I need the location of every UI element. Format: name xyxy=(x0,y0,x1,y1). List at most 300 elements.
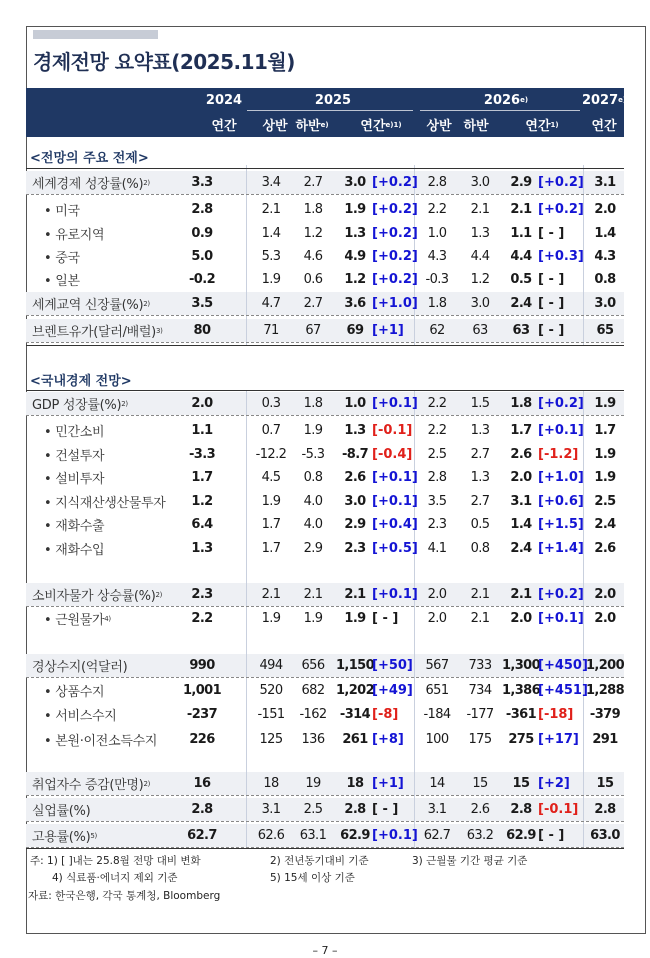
table-row xyxy=(26,798,624,822)
table-cell: 2.5 xyxy=(303,802,323,817)
table-cell: 19 xyxy=(305,776,321,791)
table-cell: -0.3 xyxy=(425,272,449,287)
table-cell: 520 xyxy=(259,683,283,698)
table-cell: 3.0 xyxy=(470,175,490,190)
table-cell: 1.3 xyxy=(470,423,490,438)
revision-2025: [+0.1] xyxy=(372,587,418,602)
row-label: • 상품수지 xyxy=(44,685,105,700)
table-row xyxy=(26,490,624,513)
table-cell: 990 xyxy=(189,658,215,673)
revision-2026: [ - ] xyxy=(538,272,565,287)
revision-2025: [+0.1] xyxy=(372,828,418,843)
revision-2026: [ - ] xyxy=(538,828,565,843)
table-cell: 3.0 xyxy=(594,296,616,311)
header-h2-2025: 하반 e) xyxy=(295,119,329,134)
table-cell: 62.7 xyxy=(187,828,217,843)
table-row xyxy=(26,607,624,630)
revision-2025: [+1.0] xyxy=(372,296,418,311)
table-row xyxy=(26,419,624,442)
table-cell: 2.6 xyxy=(510,447,532,462)
table-cell: 1.3 xyxy=(344,423,366,438)
row-label: GDP 성장률(%) 2) xyxy=(32,398,128,413)
table-cell: 1,200 xyxy=(585,658,625,673)
table-cell: -177 xyxy=(466,707,494,722)
table-cell: 65 xyxy=(596,323,614,338)
row-label: • 중국 xyxy=(44,251,80,266)
section-rule xyxy=(26,848,624,849)
table-cell: 1.4 xyxy=(510,517,532,532)
table-cell: 2.8 xyxy=(191,802,213,817)
table-cell: 0.9 xyxy=(191,226,213,241)
table-cell: 1.3 xyxy=(470,470,490,485)
table-cell: 67 xyxy=(305,323,321,338)
table-cell: 3.3 xyxy=(191,175,213,190)
table-row xyxy=(26,392,624,416)
table-cell: 1.7 xyxy=(594,423,616,438)
table-cell: 4.3 xyxy=(427,249,447,264)
table-cell: 2.1 xyxy=(344,587,366,602)
table-row xyxy=(26,319,624,343)
table-cell: 1.3 xyxy=(191,541,213,556)
table-cell: 1.9 xyxy=(344,611,366,626)
header-annual-2024: 연간 xyxy=(211,119,237,134)
row-label: • 설비투자 xyxy=(44,472,105,487)
table-cell: 62.6 xyxy=(257,828,285,843)
revision-2025: [-0.4] xyxy=(372,447,413,462)
table-cell: 2.3 xyxy=(427,517,447,532)
table-cell: 2.9 xyxy=(344,517,366,532)
note-5: 5) 15세 이상 기준 xyxy=(270,872,355,884)
table-cell: 0.3 xyxy=(261,396,281,411)
table-cell: 1.7 xyxy=(191,470,213,485)
table-cell: 15 xyxy=(512,776,530,791)
note-3: 3) 근월물 기간 평균 기준 xyxy=(412,855,528,867)
notes-line-2 xyxy=(52,870,355,885)
table-cell: 291 xyxy=(592,732,618,747)
table-row xyxy=(26,679,624,702)
table-cell: 3.0 xyxy=(344,494,366,509)
table-cell: 4.0 xyxy=(303,494,323,509)
table-cell: 4.7 xyxy=(261,296,281,311)
table-cell: 2.1 xyxy=(510,587,532,602)
table-cell: 1.8 xyxy=(427,296,447,311)
revision-2026: [+1.0] xyxy=(538,470,584,485)
row-label: • 일본 xyxy=(44,274,80,289)
table-row xyxy=(26,772,624,796)
table-cell: 2.1 xyxy=(261,587,281,602)
table-cell: 1.3 xyxy=(344,226,366,241)
table-cell: 1.2 xyxy=(191,494,213,509)
table-row xyxy=(26,268,624,291)
table-cell: 682 xyxy=(301,683,325,698)
table-cell: 63.0 xyxy=(590,828,620,843)
table-cell: 1,202 xyxy=(335,683,375,698)
row-label: • 서비스수지 xyxy=(44,709,117,724)
revision-2026: [+0.2] xyxy=(538,396,584,411)
row-label: 고용률(%) 5) xyxy=(32,830,97,845)
table-cell: 734 xyxy=(468,683,492,698)
revision-2026: [+0.1] xyxy=(538,423,584,438)
table-cell: 2.6 xyxy=(344,470,366,485)
table-cell: 1.5 xyxy=(470,396,490,411)
table-cell: -379 xyxy=(589,707,621,722)
title-accent-bar xyxy=(33,30,158,39)
table-cell: 1.2 xyxy=(303,226,323,241)
table-row xyxy=(26,583,624,607)
table-cell: 2.7 xyxy=(303,175,323,190)
table-cell: 1.7 xyxy=(510,423,532,438)
table-cell: 2.1 xyxy=(470,202,490,217)
revision-2025: [ - ] xyxy=(372,802,399,817)
header-2025: 2025 xyxy=(314,92,352,108)
header-annual-2025: 연간 e)1) xyxy=(360,119,402,134)
revision-2025: [+0.1] xyxy=(372,494,418,509)
table-cell: 4.4 xyxy=(510,249,532,264)
table-cell: 2.0 xyxy=(594,611,616,626)
table-cell: 80 xyxy=(193,323,211,338)
table-cell: 69 xyxy=(346,323,364,338)
table-header-years xyxy=(26,88,627,112)
page-number: – 7 – xyxy=(312,944,338,957)
table-row xyxy=(26,537,624,560)
header-h1-2025: 상반 xyxy=(262,119,288,134)
table-cell: -8.7 xyxy=(341,447,369,462)
table-cell: 1,300 xyxy=(501,658,541,673)
table-cell: 1.8 xyxy=(303,396,323,411)
table-cell: 4.3 xyxy=(594,249,616,264)
table-cell: 2.1 xyxy=(510,202,532,217)
table-cell: 567 xyxy=(425,658,449,673)
table-cell: 2.4 xyxy=(510,296,532,311)
table-cell: 2.5 xyxy=(427,447,447,462)
table-cell: 226 xyxy=(189,732,215,747)
revision-2025: [+1] xyxy=(372,323,404,338)
table-cell: 0.7 xyxy=(261,423,281,438)
table-header-periods xyxy=(26,112,624,137)
revision-2026: [+0.2] xyxy=(538,175,584,190)
table-cell: 5.3 xyxy=(261,249,281,264)
table-cell: 2.8 xyxy=(191,202,213,217)
revision-2025: [+0.4] xyxy=(372,517,418,532)
table-cell: 175 xyxy=(468,732,492,747)
section-rule xyxy=(26,345,624,346)
table-cell: 2.1 xyxy=(303,587,323,602)
table-cell: 1.9 xyxy=(303,423,323,438)
row-label: • 민간소비 xyxy=(44,425,105,440)
table-cell: 2.9 xyxy=(510,175,532,190)
table-cell: 3.1 xyxy=(261,802,281,817)
table-cell: 494 xyxy=(259,658,283,673)
revision-2026: [ - ] xyxy=(538,296,565,311)
table-cell: 1.8 xyxy=(303,202,323,217)
header-annual-2026: 연간 1) xyxy=(525,119,559,134)
table-cell: 125 xyxy=(259,732,283,747)
table-cell: 2.0 xyxy=(427,587,447,602)
revision-2026: [+0.1] xyxy=(538,611,584,626)
table-cell: 2.2 xyxy=(427,423,447,438)
table-cell: 2.8 xyxy=(427,470,447,485)
revision-2026: [+0.2] xyxy=(538,202,584,217)
row-label: • 근원물가 4) xyxy=(44,613,111,628)
table-row xyxy=(26,466,624,489)
table-row xyxy=(26,654,624,678)
table-cell: 1.7 xyxy=(261,541,281,556)
revision-2025: [+0.5] xyxy=(372,541,418,556)
table-cell: 3.1 xyxy=(510,494,532,509)
revision-2026: [+17] xyxy=(538,732,579,747)
row-label: • 재화수출 xyxy=(44,519,105,534)
table-cell: 0.8 xyxy=(594,272,616,287)
table-cell: 5.0 xyxy=(191,249,213,264)
revision-2025: [+0.1] xyxy=(372,396,418,411)
note-2: 2) 전년동기대비 기준 xyxy=(270,855,369,867)
table-cell: 2.0 xyxy=(594,587,616,602)
header-annual-2027: 연간 xyxy=(591,119,617,134)
table-cell: 1.4 xyxy=(594,226,616,241)
table-cell: 0.5 xyxy=(470,517,490,532)
row-label: 소비자물가 상승률(%) 2) xyxy=(32,589,163,604)
table-cell: 3.5 xyxy=(427,494,447,509)
table-cell: 733 xyxy=(468,658,492,673)
table-cell: 2.3 xyxy=(191,587,213,602)
table-cell: 2.2 xyxy=(427,396,447,411)
revision-2025: [+49] xyxy=(372,683,413,698)
table-row xyxy=(26,513,624,536)
revision-2025: [+0.2] xyxy=(372,272,418,287)
table-row xyxy=(26,728,624,751)
table-cell: 2.2 xyxy=(191,611,213,626)
table-row xyxy=(26,824,624,848)
table-cell: 4.4 xyxy=(470,249,490,264)
revision-2025: [+0.2] xyxy=(372,249,418,264)
table-cell: 3.4 xyxy=(261,175,281,190)
section-domestic: <국내경제 전망> xyxy=(30,374,132,389)
header-divider-2026 xyxy=(420,110,580,111)
table-cell: 1.9 xyxy=(594,447,616,462)
table-cell: 1,001 xyxy=(182,683,222,698)
section-rule xyxy=(26,168,624,169)
table-cell: 2.3 xyxy=(344,541,366,556)
revision-2026: [+0.6] xyxy=(538,494,584,509)
table-cell: 1.8 xyxy=(510,396,532,411)
table-cell: 15 xyxy=(596,776,614,791)
table-cell: 4.6 xyxy=(303,249,323,264)
table-cell: 1.9 xyxy=(261,494,281,509)
table-cell: 1.9 xyxy=(261,611,281,626)
table-cell: -361 xyxy=(505,707,537,722)
row-label: 경상수지(억달러) xyxy=(32,660,128,675)
note-1: 주: 1) [ ]내는 25.8월 전망 대비 변화 xyxy=(30,855,201,867)
table-cell: 136 xyxy=(301,732,325,747)
table-cell: 4.9 xyxy=(344,249,366,264)
table-row xyxy=(26,443,624,466)
row-label: • 본원·이전소득수지 xyxy=(44,734,158,749)
header-2027: 2027 e) xyxy=(581,92,627,108)
table-cell: -12.2 xyxy=(255,447,287,462)
source-note: 자료: 한국은행, 각국 통계청, Bloomberg xyxy=(28,890,221,902)
revision-2026: [+2] xyxy=(538,776,570,791)
table-cell: 261 xyxy=(342,732,368,747)
revision-2026: [+451] xyxy=(538,683,588,698)
table-cell: 1.9 xyxy=(594,396,616,411)
table-cell: 1.3 xyxy=(470,226,490,241)
note-4: 4) 식료품·에너지 제외 기준 xyxy=(52,872,178,884)
header-h2-2026: 하반 xyxy=(463,119,489,134)
table-cell: 2.6 xyxy=(470,802,490,817)
revision-2026: [ - ] xyxy=(538,226,565,241)
table-cell: 16 xyxy=(193,776,211,791)
revision-2025: [-8] xyxy=(372,707,399,722)
row-label: • 건설투자 xyxy=(44,449,105,464)
table-cell: -162 xyxy=(299,707,327,722)
revision-2026: [+1.5] xyxy=(538,517,584,532)
revision-2025: [+0.2] xyxy=(372,226,418,241)
revision-2026: [-0.1] xyxy=(538,802,579,817)
table-cell: 2.0 xyxy=(510,470,532,485)
table-cell: 3.0 xyxy=(470,296,490,311)
table-cell: -5.3 xyxy=(301,447,325,462)
table-cell: 63.1 xyxy=(299,828,327,843)
revision-2025: [+8] xyxy=(372,732,404,747)
table-cell: 18 xyxy=(346,776,364,791)
table-cell: 3.6 xyxy=(344,296,366,311)
table-cell: 1,150 xyxy=(335,658,375,673)
table-cell: 1.9 xyxy=(261,272,281,287)
revision-2026: [+0.2] xyxy=(538,587,584,602)
table-cell: 62.7 xyxy=(423,828,451,843)
table-cell: 2.2 xyxy=(427,202,447,217)
table-cell: 2.1 xyxy=(470,611,490,626)
table-cell: 2.1 xyxy=(470,587,490,602)
revision-2025: [+50] xyxy=(372,658,413,673)
revision-2025: [+1] xyxy=(372,776,404,791)
table-cell: 63 xyxy=(472,323,488,338)
table-cell: 100 xyxy=(425,732,449,747)
table-cell: 1,386 xyxy=(501,683,541,698)
table-cell: 651 xyxy=(425,683,449,698)
table-cell: -151 xyxy=(257,707,285,722)
table-cell: 2.9 xyxy=(303,541,323,556)
table-cell: 1.4 xyxy=(261,226,281,241)
table-cell: 1.9 xyxy=(303,611,323,626)
table-cell: 2.4 xyxy=(594,517,616,532)
table-cell: 1.2 xyxy=(344,272,366,287)
table-cell: 2.8 xyxy=(510,802,532,817)
table-cell: 0.8 xyxy=(470,541,490,556)
table-cell: 0.8 xyxy=(303,470,323,485)
table-cell: 1,288 xyxy=(585,683,625,698)
table-cell: 2.8 xyxy=(427,175,447,190)
row-label: • 유로지역 xyxy=(44,228,105,243)
table-cell: 0.5 xyxy=(510,272,532,287)
table-cell: -237 xyxy=(186,707,218,722)
table-row xyxy=(26,703,624,726)
revision-2025: [+0.2] xyxy=(372,175,418,190)
row-label: 브렌트유가(달러/배럴) 3) xyxy=(32,325,163,340)
table-cell: 1.9 xyxy=(344,202,366,217)
table-cell: 1.0 xyxy=(427,226,447,241)
table-row xyxy=(26,292,624,316)
table-cell: 3.5 xyxy=(191,296,213,311)
table-cell: 4.0 xyxy=(303,517,323,532)
table-row xyxy=(26,171,624,195)
table-cell: 0.6 xyxy=(303,272,323,287)
table-cell: 2.7 xyxy=(303,296,323,311)
table-cell: 4.5 xyxy=(261,470,281,485)
revision-2025: [-0.1] xyxy=(372,423,413,438)
table-cell: 3.1 xyxy=(427,802,447,817)
table-cell: 63 xyxy=(512,323,530,338)
revision-2025: [+0.1] xyxy=(372,470,418,485)
table-cell: 2.0 xyxy=(191,396,213,411)
table-cell: 1.1 xyxy=(510,226,532,241)
table-row xyxy=(26,245,624,268)
revision-2026: [-1.2] xyxy=(538,447,579,462)
revision-2025: [ - ] xyxy=(372,611,399,626)
table-cell: 1.1 xyxy=(191,423,213,438)
section-rule xyxy=(26,390,624,391)
table-cell: 275 xyxy=(508,732,534,747)
notes-line-1 xyxy=(30,853,528,868)
row-label: 세계교역 신장률(%) 2) xyxy=(32,298,150,313)
table-cell: 656 xyxy=(301,658,325,673)
row-label: • 지식재산생산물투자 xyxy=(44,496,166,511)
header-2024: 2024 xyxy=(205,92,243,108)
revision-2026: [ - ] xyxy=(538,323,565,338)
table-cell: 2.8 xyxy=(594,802,616,817)
table-cell: -0.2 xyxy=(188,272,216,287)
revision-2026: [+450] xyxy=(538,658,588,673)
table-cell: 3.1 xyxy=(594,175,616,190)
table-cell: 1.2 xyxy=(470,272,490,287)
revision-2026: [-18] xyxy=(538,707,574,722)
table-cell: 2.0 xyxy=(594,202,616,217)
table-cell: 6.4 xyxy=(191,517,213,532)
revision-2025: [+0.2] xyxy=(372,202,418,217)
table-cell: 2.8 xyxy=(344,802,366,817)
table-cell: 62.9 xyxy=(340,828,370,843)
table-cell: 63.2 xyxy=(466,828,494,843)
table-cell: 2.5 xyxy=(594,494,616,509)
table-cell: 62.9 xyxy=(506,828,536,843)
row-label: • 재화수입 xyxy=(44,543,105,558)
table-cell: 18 xyxy=(263,776,279,791)
table-cell: 3.0 xyxy=(344,175,366,190)
table-cell: -184 xyxy=(423,707,451,722)
table-cell: 62 xyxy=(429,323,445,338)
revision-2026: [+1.4] xyxy=(538,541,584,556)
row-label: 취업자수 증감(만명) 2) xyxy=(32,778,151,793)
table-cell: 14 xyxy=(429,776,445,791)
table-cell: 1.7 xyxy=(261,517,281,532)
header-h1-2026: 상반 xyxy=(426,119,452,134)
table-cell: -3.3 xyxy=(188,447,216,462)
table-cell: 4.1 xyxy=(427,541,447,556)
table-cell: 1.9 xyxy=(594,470,616,485)
table-cell: 2.7 xyxy=(470,447,490,462)
table-cell: 2.4 xyxy=(510,541,532,556)
row-label: • 미국 xyxy=(44,204,80,219)
table-cell: -314 xyxy=(339,707,371,722)
table-cell: 1.0 xyxy=(344,396,366,411)
header-2026: 2026 e) xyxy=(483,92,529,108)
table-row xyxy=(26,198,624,221)
table-cell: 2.0 xyxy=(510,611,532,626)
row-label: 세계경제 성장률(%) 2) xyxy=(32,177,150,192)
table-cell: 15 xyxy=(472,776,488,791)
revision-2026: [+0.3] xyxy=(538,249,584,264)
table-cell: 2.0 xyxy=(427,611,447,626)
